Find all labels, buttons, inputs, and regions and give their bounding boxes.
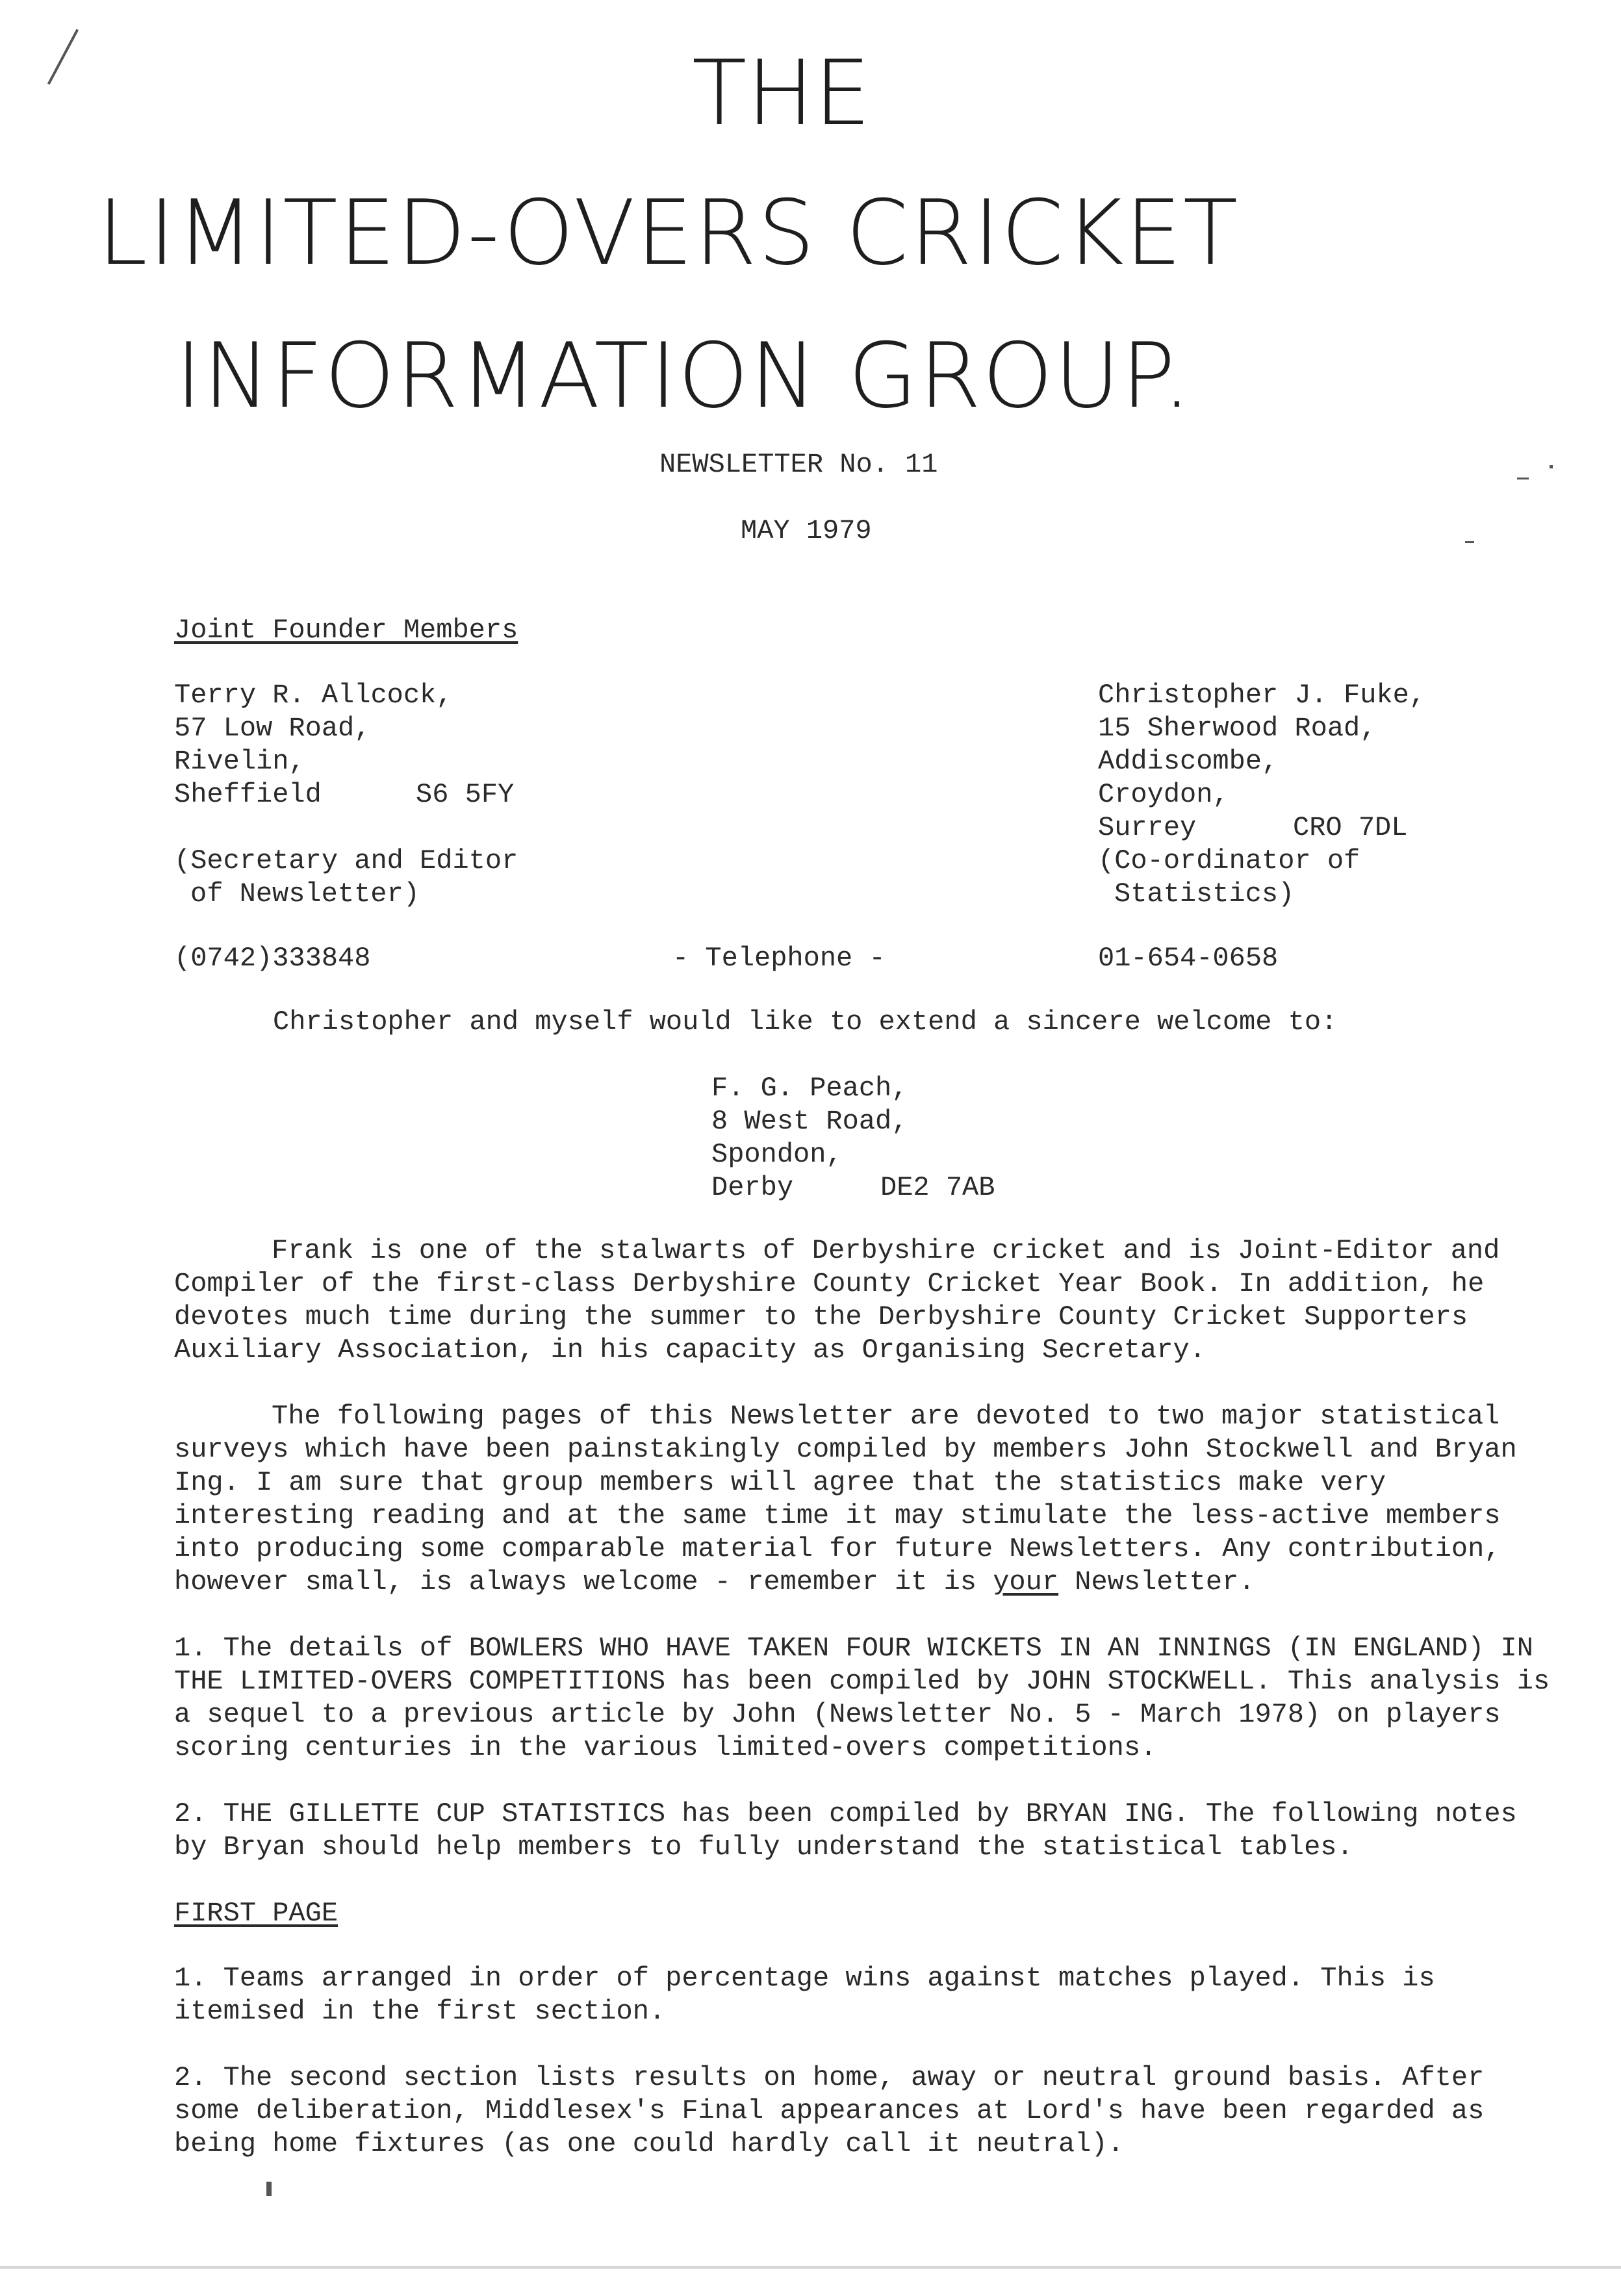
scan-mark <box>1517 478 1529 479</box>
founder-right-name: Christopher J. Fuke, <box>1098 680 1426 711</box>
founder-right-role1: (Co-ordinator of <box>1098 845 1360 876</box>
paragraph-item-bowlers: 1. The details of BOWLERS WHO HAVE TAKEN FOUR WICKETS IN AN INNINGS (IN ENGLAND) IN THE LIMITED-OVERS COMPETITIONS has been compiled by JOHN STOCKWELL. This analysis is a sequel to a previous article by John (Newsletter No. 5 - March 1978) on players scoring centuries in the various limited-overs competitions. <box>174 1633 1550 1763</box>
founder-left-role2: of Newsletter) <box>190 878 420 910</box>
masthead-line-3: INFORMATION GROUP. <box>175 324 1193 428</box>
scan-mark <box>47 29 79 85</box>
paragraph-statistical-surveys <box>174 1400 1558 1599</box>
founder-left-address2: Rivelin, <box>174 746 305 777</box>
welcome-intro: Christopher and myself would like to extend a sincere welcome to: <box>273 1006 1338 1038</box>
founder-right-phone: 01-654-0658 <box>1098 943 1279 974</box>
new-member-town: Derby <box>711 1172 794 1203</box>
scan-mark <box>0 2266 1621 2269</box>
paragraph-item-gillette: 2. THE GILLETTE CUP STATISTICS has been compiled by BRYAN ING. The following notes by Bryan should help members to fully understand the statistical tables. <box>174 1798 1517 1863</box>
paragraph-home-away: 2. The second section lists results on home, away or neutral ground basis. After some deliberation, Middlesex's Final appearances at Lord's have been regarded as being home fixtures (as one could hardly call it neutral). <box>174 2062 1485 2160</box>
founder-right-postcode: CRO 7DL <box>1293 812 1408 843</box>
founder-left-phone: (0742)333848 <box>174 943 371 974</box>
founder-left-address1: 57 Low Road, <box>174 713 371 744</box>
founder-left-town: Sheffield <box>174 779 322 810</box>
newsletter-date: MAY 1979 <box>741 515 872 546</box>
paragraph-text: Newsletter. <box>1058 1566 1255 1598</box>
founder-left-role1: (Secretary and Editor <box>174 845 518 876</box>
telephone-label: - Telephone - <box>672 943 886 974</box>
founder-right-role2: Statistics) <box>1114 878 1295 910</box>
founder-right-address3: Croydon, <box>1098 779 1229 810</box>
founder-right-county: Surrey <box>1098 812 1197 843</box>
scan-mark <box>1465 541 1474 543</box>
paragraph-text: The following pages of this Newsletter are devoted to two major statistical surveys which have been painstakingly compiled by members John Stockwell and Bryan Ing. I am sure that group members will agree that the statistics make very interesting reading and at the same time it may stimulate the less-active members into producing some comparable material for future Newsletters. Any contribution, however small, is always welcome - remember it is <box>174 1401 1517 1598</box>
masthead-line-1: THE <box>692 41 871 146</box>
new-member-postcode: DE2 7AB <box>880 1172 995 1203</box>
new-member-address1: 8 West Road, <box>711 1106 908 1137</box>
new-member-address2: Spondon, <box>711 1139 843 1170</box>
emphasised-word: your <box>993 1566 1059 1598</box>
new-member-name: F. G. Peach, <box>711 1073 908 1104</box>
scan-mark <box>1550 465 1553 468</box>
founder-right-address1: 15 Sherwood Road, <box>1098 713 1377 744</box>
section-heading-first-page: FIRST PAGE <box>174 1898 338 1929</box>
masthead-line-2: LIMITED-OVERS CRICKET <box>97 181 1240 285</box>
paragraph-teams-order: 1. Teams arranged in order of percentage wins against matches played. This is itemised in the first section. <box>174 1963 1435 2027</box>
newsletter-number: NEWSLETTER No. 11 <box>659 449 938 480</box>
founder-left-name: Terry R. Allcock, <box>174 680 453 711</box>
founders-heading: Joint Founder Members <box>174 615 518 646</box>
founder-right-address2: Addiscombe, <box>1098 746 1279 777</box>
scan-mark <box>266 2182 272 2196</box>
founder-left-postcode: S6 5FY <box>416 779 515 810</box>
paragraph-frank-peach: Frank is one of the stalwarts of Derbyshire cricket and is Joint-Editor and Compiler of the first-class Derbyshire County Cricket Year Book. In addition, he devotes much time during the summer to the Derbyshire County Cricket Supporters Auxiliary Association, in his capacity as Organising Secretary. <box>174 1235 1500 1366</box>
